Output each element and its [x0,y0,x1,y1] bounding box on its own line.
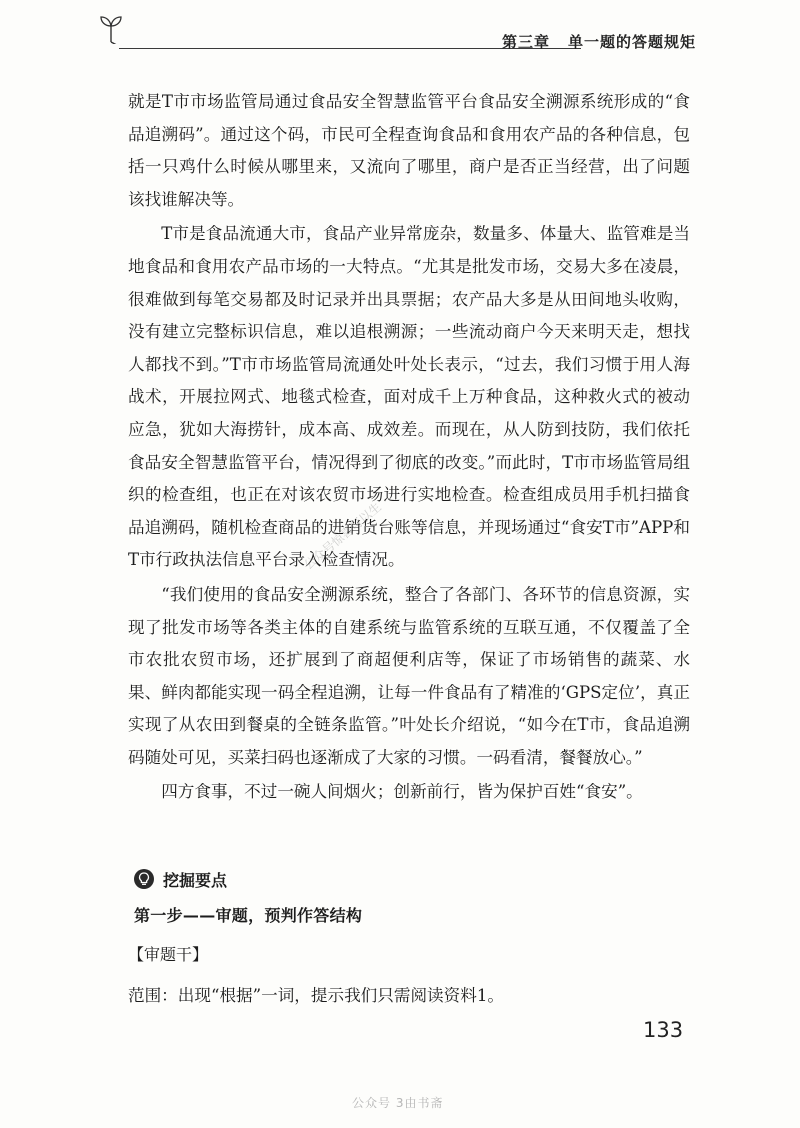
section-heading [134,866,227,892]
body-text [128,86,690,809]
running-header [95,14,700,54]
section-heading-label: 挖掘要点 [163,870,228,890]
page-number: 133 [643,1018,684,1042]
paragraph-3: “我们使用的食品安全溯源系统，整合了各部门、各环节的信息资源，实现了批发市场等各类主体的自建系统与监管系统的互联互通，不仅覆盖了全市农批农贸市场，还扩展到了商超便利店等，保证了市场销售的蔬菜、水果、鲜肉都能实现一码全程追溯，让每一件食品有了精准的‘GPS定位’，真正实现了从农田到餐桌的全链条监管。”叶处长介绍说，“如今在T市，食品追溯码随处可见，买菜扫码也逐渐成了大家的习惯。一码看清，餐餐放心。” [128,584,690,767]
lightbulb-icon [134,869,154,889]
chapter-name: 单一题的答题规矩 [567,33,696,51]
footer-watermark: 公众号 3由书斋 [352,1096,444,1110]
scope-text: 范围：出现“根据”一词，提示我们只需阅读资料1。 [128,986,504,1005]
sprout-icon [97,14,125,44]
diagonal-watermark: 公众号惊喜可以生 [301,499,384,573]
paragraph-4: 四方食事，不过一碗人间烟火；创新前行，皆为保护百姓“食安”。 [161,782,643,802]
step-heading: 第一步——审题，预判作答结构 [134,906,363,925]
chapter-title [502,31,696,52]
bracket-label: 【审题干】 [128,945,209,964]
chapter-number: 第三章 [501,33,550,51]
paragraph-2: T市是食品流通大市，食品产业异常庞杂，数量多、体量大、监管难是当地食品和食用农产品市场的一大特点。“尤其是批发市场，交易大多在凌晨，很难做到每笔交易都及时记录并出具票据；农产品大多是从田间地头收购，没有建立完整标识信息，难以追根溯源；一些流动商户今天来明天走，想找人都找不到。”T市市场监管局流通处叶处长表示，“过去，我们习惯于用人海战术，开展拉网式、地毯式检查，面对成千上万种食品，这种救火式的被动应急，犹如大海捞针，成本高、成效差。而现在，从人防到技防，我们依托食品安全智慧监管平台，情况得到了彻底的改变。”而此时，T市市场监管局组织的检查组，也正在对该农贸市场进行实地检查。检查组成员用手机扫描食品追溯码，随机检查商品的进销货台账等信息，并现场通过“食安T市”APP和T市行政执法信息平台录入检查情况。 [128,224,690,570]
paragraph-1: 就是T市市场监管局通过食品安全智慧监管平台食品安全溯源系统形成的“食品追溯码”。通过这个码，市民可全程查询食品和食用农产品的各种信息，包括一只鸡什么时候从哪里来，又流向了哪里，商户是否正当经营，出了问题该找谁解决等。 [128,92,690,209]
